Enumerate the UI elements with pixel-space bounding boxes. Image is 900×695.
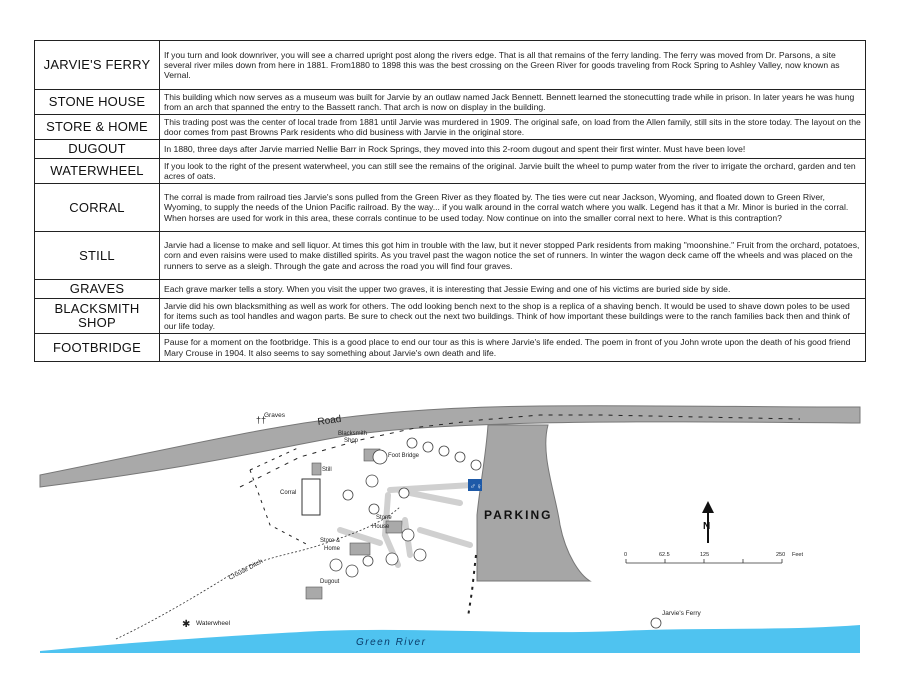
scale-unit: Feet	[792, 552, 804, 558]
stop-name: BLACKSMITH SHOP	[35, 299, 160, 334]
foot-bridge-label: Foot Bridge	[388, 453, 420, 459]
north-arrow-head	[702, 501, 714, 513]
stop-description: In 1880, three days after Jarvie married Nellie Barr in Rock Springs, they moved into this 2-room dugout and spent their first winter. Must have been love!	[160, 140, 866, 159]
scale-tick-0: 0	[624, 552, 628, 558]
waterwheel-icon: ✱	[182, 619, 191, 630]
stop-description: This building which now serves as a museum was built for Jarvie by an outlaw named Jack Bennett. Bennett learned the stonecutting trade while in prison. In later years he was hung from an arch that spanned the entry to the Bassett ranch. That arch is now on display in the building.	[160, 90, 866, 115]
scale-tick-2: 125	[700, 552, 710, 558]
fence-corral	[250, 447, 308, 545]
stop-description: Jarvie had a license to make and sell liquor. At times this got him in trouble with the law, but it never stopped Park residents from making "moonshine." Fruit from the orchard, potatoes, corn and even raisins were used to make distilled spirits. As you travel past the wagon notice the set of runners. In winter the wagon deck came off the wheels and was placed on the runners to serve as a sleigh. Through the gate and across the road you will find four graves.	[160, 232, 866, 280]
stop-description: Jarvie did his own blacksmithing as well as work for others. The odd looking bench next to the shop is a replica of a shaving bench. It would be used to shave down poles to be used for items such as tool handles and wagon parts. Be sure to check out the next two buildings. Think of how important these buildings were to the ranch families back then and think of our life today.	[160, 299, 866, 334]
waterwheel-label: Waterwheel	[196, 620, 231, 627]
stop-name: STILL	[35, 232, 160, 280]
north-label: N	[703, 521, 711, 532]
still-building	[312, 463, 321, 475]
green-river-label: Green River	[356, 637, 427, 648]
scale-tick-4: 250	[776, 552, 786, 558]
stop-description: If you turn and look downriver, you will see a charred upright post along the rivers edge. That is all that remains of the ferry landing. The ferry was moved from Dr. Parsons, a site several river miles down from here in 1881. From1880 to 1898 this was the best crossing on the Green River for goods traveling from Rock Spring to Ashley Valley, now known as Vernal.	[160, 41, 866, 90]
scale-tick-1: 62.5	[659, 552, 670, 558]
blacksmith-label-1: Blacksmith	[338, 431, 368, 437]
stone-house-label-1: Stone	[376, 515, 392, 521]
stop-description: Pause for a moment on the footbridge. This is a good place to end our tour as this is where Jarvie's life ended. The poem in front of you John wrote upon the death of his good friend Mary Crouse in 1904. It also seems to say something about Jarvie's own death and life.	[160, 334, 866, 362]
stop-name: DUGOUT	[35, 140, 160, 159]
dugout-building	[306, 587, 322, 599]
dugout-label: Dugout	[320, 579, 340, 585]
blacksmith-label-2: Shop	[344, 438, 359, 444]
stop-description: Each grave marker tells a story. When you visit the upper two graves, it is interesting that Jessie Ewing and one of his victims are buried side by side.	[160, 280, 866, 299]
stop-row	[35, 90, 866, 115]
stop-row	[35, 184, 866, 232]
road-label: Road	[316, 413, 343, 428]
stop-row	[35, 159, 866, 184]
stop-row	[35, 280, 866, 299]
store-home-building	[350, 543, 370, 555]
stop-name: WATERWHEEL	[35, 159, 160, 184]
stop-name: STONE HOUSE	[35, 90, 160, 115]
graves-label: Graves	[264, 412, 285, 419]
stop-name: STORE & HOME	[35, 115, 160, 140]
parking-label: PARKING	[484, 508, 553, 522]
stop-row	[35, 299, 866, 334]
stop-row	[35, 41, 866, 90]
stop-name: GRAVES	[35, 280, 160, 299]
stop-name: JARVIE'S FERRY	[35, 41, 160, 90]
stop-description: The corral is made from railroad ties Jarvie's sons pulled from the Green River as they floated by. The ties were cut near Jackson, Wyoming, and floated down to Green River, Wyoming, to supply the needs of the Union Pacific railroad. By the way... if you walk around in the corral watch where you walk. Legend has it that a Mr. Minor is buried in the corral. When horses are used for work in this area, these corrals continue to be used today. Now continue on into the smaller corral next to here. What is this contraption?	[160, 184, 866, 232]
jarvies-ferry-label: Jarvie's Ferry	[662, 610, 701, 617]
store-home-label-2: Home	[324, 546, 341, 552]
stone-house-label-2: House	[372, 524, 390, 530]
road	[40, 406, 860, 487]
corral-label: Corral	[280, 490, 297, 496]
stop-description: This trading post was the center of local trade from 1881 until Jarvie was murdered in 1909. The original safe, on load from the Allen family, still sits in the store today. The layout on the door comes from past Browns Park residents who did business with Jarvie in the original store.	[160, 115, 866, 140]
jarvies-ferry-icon	[651, 618, 661, 628]
crouse-ditch-label: Crouse Ditch	[227, 557, 265, 582]
stop-row	[35, 334, 866, 362]
stop-row	[35, 232, 866, 280]
site-map	[0, 395, 900, 695]
stop-name: CORRAL	[35, 184, 160, 232]
corral-building	[302, 479, 320, 515]
fence-parking	[468, 555, 476, 617]
stop-row	[35, 115, 866, 140]
stop-name: FOOTBRIDGE	[35, 334, 160, 362]
graves-icon: ††	[256, 415, 267, 425]
green-river	[40, 625, 860, 653]
parking-lot	[477, 425, 590, 581]
stop-description: If you look to the right of the present waterwheel, you can still see the remains of the original. Jarvie built the wheel to pump water from the river to irrigate the orchard, garden and ten acres of oats.	[160, 159, 866, 184]
tour-stops-table	[34, 40, 866, 362]
scale-bar	[626, 559, 782, 563]
restroom-glyph: ♂♀	[470, 482, 482, 491]
still-label: Still	[322, 467, 332, 473]
stop-row	[35, 140, 866, 159]
store-home-label-1: Store &	[320, 538, 341, 544]
